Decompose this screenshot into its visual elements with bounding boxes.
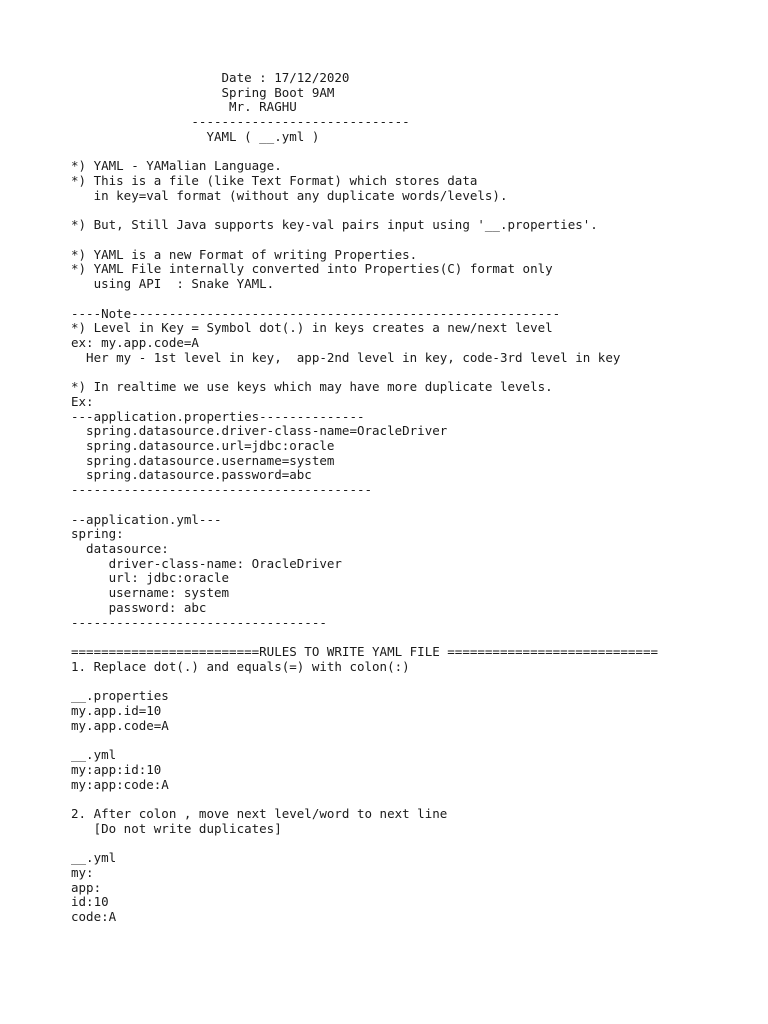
code-line: username: system — [71, 585, 230, 601]
code-line: password: abc — [71, 599, 207, 615]
text-line: *) But, Still Java supports key-val pairs input using '__.properties'. — [71, 217, 598, 233]
code-line: spring.datasource.driver-class-name=OracleDriver — [71, 423, 448, 439]
code-line: my.app.code=A — [71, 717, 169, 733]
rules-heading: =========================RULES TO WRITE YAML FILE ============================ — [71, 644, 658, 660]
code-line: spring.datasource.username=system — [71, 452, 335, 468]
blank-line — [71, 233, 658, 248]
blank-line — [71, 792, 658, 807]
code-line: my:app:code:A — [71, 776, 169, 792]
code-line: url: jdbc:oracle — [71, 570, 230, 586]
code-line: my: — [71, 864, 94, 880]
text-line: Her my - 1st level in key, app-2nd level in key, code-3rd level in key — [71, 349, 621, 365]
code-line: my:app:id:10 — [71, 761, 162, 777]
text-line: ex: my.app.code=A — [71, 334, 199, 350]
document-title: YAML ( __.yml ) — [71, 128, 320, 144]
text-line: Ex: — [71, 393, 94, 409]
text-line: *) In realtime we use keys which may have more duplicate levels. — [71, 379, 553, 395]
example-label: __.properties — [71, 688, 169, 704]
blank-line — [71, 145, 658, 160]
text-line: *) YAML - YAMalian Language. — [71, 158, 282, 174]
blank-line — [71, 498, 658, 513]
blank-line — [71, 836, 658, 851]
code-line: spring.datasource.password=abc — [71, 467, 312, 483]
example-label: __.yml — [71, 747, 117, 763]
header-date: Date : 17/12/2020 — [71, 70, 350, 85]
section-divider: ---------------------------------- — [71, 614, 327, 630]
example-label: __.yml — [71, 850, 117, 866]
blank-line — [71, 203, 658, 218]
code-line: datasource: — [71, 541, 169, 556]
document-body — [71, 71, 658, 925]
header-course: Spring Boot 9AM — [71, 84, 335, 100]
code-line: app: — [71, 879, 102, 895]
header-author: Mr. RAGHU — [71, 99, 297, 115]
properties-header: ---application.properties-------------- — [71, 408, 365, 424]
section-divider: ---------------------------------------- — [71, 482, 373, 498]
yml-header: --application.yml--- — [71, 511, 222, 527]
code-line: id:10 — [71, 894, 109, 910]
text-line: using API : Snake YAML. — [71, 276, 275, 292]
code-line: code:A — [71, 908, 117, 924]
blank-line — [71, 733, 658, 748]
code-line: driver-class-name: OracleDriver — [71, 555, 342, 571]
blank-line — [71, 292, 658, 307]
text-line: [Do not write duplicates] — [71, 820, 282, 836]
code-line: spring: — [71, 526, 124, 542]
blank-line — [71, 630, 658, 645]
rule-item: 2. After colon , move next level/word to next line — [71, 805, 448, 821]
code-line: spring.datasource.url=jdbc:oracle — [71, 437, 335, 453]
blank-line — [71, 674, 658, 689]
rule-item: 1. Replace dot(.) and equals(=) with colon(:) — [71, 658, 410, 674]
text-line: in key=val format (without any duplicate words/levels). — [71, 187, 508, 203]
blank-line — [71, 365, 658, 380]
note-divider: ----Note--------------------------------------------------------- — [71, 305, 561, 321]
text-line: *) This is a file (like Text Format) which stores data — [71, 173, 478, 189]
text-line: *) YAML File internally converted into Properties(C) format only — [71, 261, 553, 277]
code-line: my.app.id=10 — [71, 702, 162, 718]
header-divider: ----------------------------- — [71, 114, 410, 130]
text-line: *) YAML is a new Format of writing Properties. — [71, 246, 418, 262]
text-line: *) Level in Key = Symbol dot(.) in keys creates a new/next level — [71, 320, 553, 336]
